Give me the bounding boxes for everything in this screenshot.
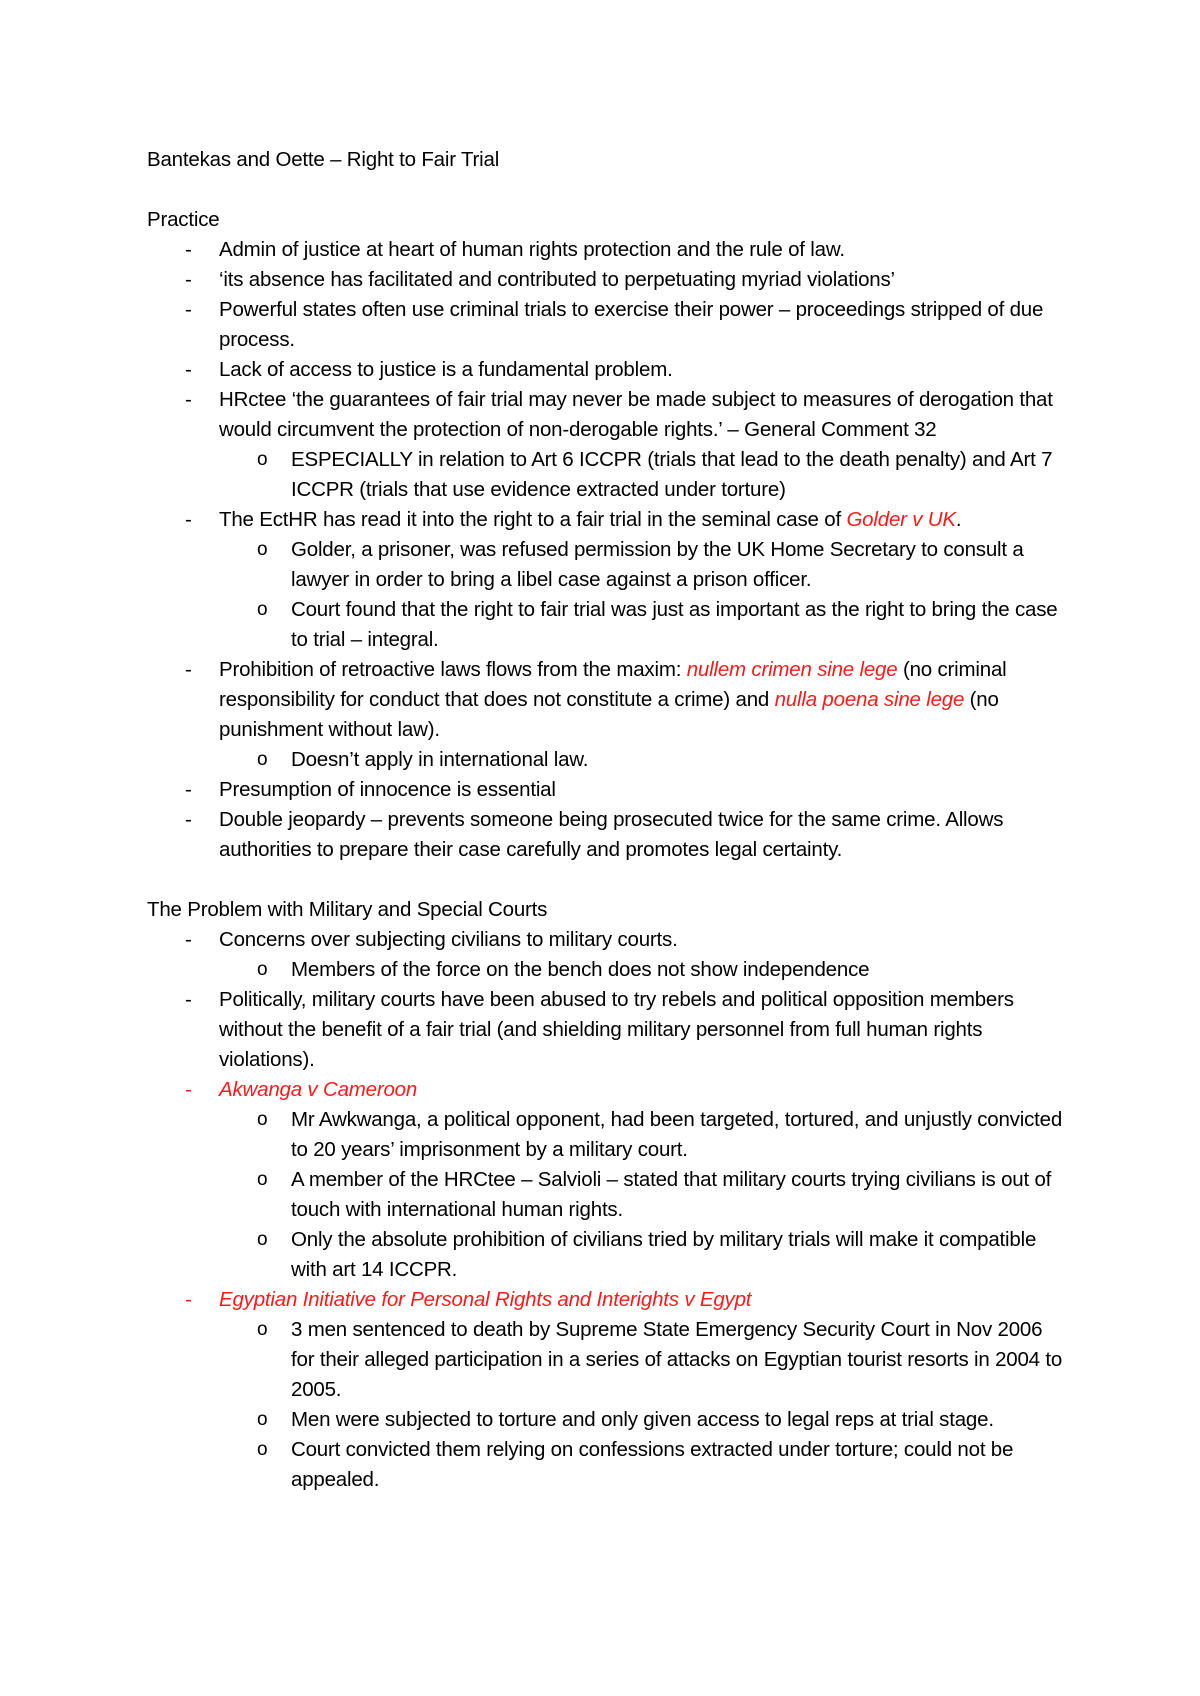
section	[147, 895, 1067, 1495]
item-text: Doesn’t apply in international law.	[291, 748, 589, 771]
sub-bullet-item	[147, 445, 1067, 505]
sub-bullet-item	[147, 535, 1067, 595]
dash-bullet-icon: -	[185, 358, 192, 381]
item-text: 3 men sentenced to death by Supreme State Emergency Security Court in Nov 2006 for their alleged participation in a series of attacks on Egyptian tourist resorts in 2004 to 2005.	[291, 1318, 1063, 1401]
item-text: Members of the force on the bench does not show independence	[291, 958, 870, 981]
item-text: Politically, military courts have been abused to try rebels and political opposition members without the benefit of a fair trial (and shielding military personnel from full human rights violations).	[219, 988, 1014, 1071]
circle-bullet-icon: o	[257, 959, 268, 980]
circle-bullet-icon: o	[257, 1229, 268, 1250]
item-text: Men were subjected to torture and only given access to legal reps at trial stage.	[291, 1408, 994, 1431]
dash-bullet-icon: -	[185, 298, 192, 321]
dash-bullet-icon: -	[185, 388, 192, 411]
item-text: Lack of access to justice is a fundamental problem.	[219, 358, 673, 381]
bullet-item	[147, 925, 1067, 955]
item-text: (no punishment without law).	[219, 688, 999, 741]
item-text: .	[955, 508, 962, 531]
section-heading: Practice	[147, 208, 220, 231]
item-text: ‘its absence has facilitated and contributed to perpetuating myriad violations’	[219, 268, 895, 291]
dash-bullet-icon: -	[185, 988, 192, 1011]
sub-bullet-item	[147, 1435, 1067, 1495]
bullet-item	[147, 355, 1067, 385]
sub-bullet-item	[147, 1225, 1067, 1285]
bullet-item	[147, 265, 1067, 295]
case-name: nulla poena sine lege	[774, 688, 965, 711]
sub-bullet-item	[147, 745, 1067, 775]
section-heading: The Problem with Military and Special Courts	[147, 898, 548, 921]
document-body	[147, 145, 1067, 1525]
item-text: Presumption of innocence is essential	[219, 778, 556, 801]
item-text: Court convicted them relying on confessions extracted under torture; could not be appealed.	[291, 1438, 1014, 1491]
item-text: Powerful states often use criminal trials to exercise their power – proceedings stripped of due process.	[219, 298, 1044, 351]
sub-bullet-item	[147, 595, 1067, 655]
case-name: Akwanga v Cameroon	[219, 1078, 418, 1101]
document-title: Bantekas and Oette – Right to Fair Trial	[147, 148, 500, 171]
case-name: nullem crimen sine lege	[686, 658, 898, 681]
circle-bullet-icon: o	[257, 1409, 268, 1430]
dash-bullet-icon: -	[185, 808, 192, 831]
item-text: The EctHR has read it into the right to a fair trial in the seminal case of	[219, 508, 847, 531]
sections-container	[147, 205, 1067, 1495]
bullet-item	[147, 655, 1067, 745]
sub-bullet-item	[147, 1405, 1067, 1435]
circle-bullet-icon: o	[257, 1169, 268, 1190]
dash-bullet-icon: -	[185, 238, 192, 261]
sub-bullet-item	[147, 955, 1067, 985]
item-text: A member of the HRCtee – Salvioli – stated that military courts trying civilians is out of touch with international human rights.	[291, 1168, 1052, 1221]
bullet-item	[147, 235, 1067, 265]
bullet-item	[147, 295, 1067, 355]
dash-bullet-icon: -	[185, 1078, 192, 1101]
circle-bullet-icon: o	[257, 539, 268, 560]
bullet-item	[147, 385, 1067, 445]
item-text: Only the absolute prohibition of civilians tried by military trials will make it compatible with art 14 ICCPR.	[291, 1228, 1037, 1281]
bullet-item	[147, 505, 1067, 535]
sub-bullet-item	[147, 1315, 1067, 1405]
bullet-item	[147, 775, 1067, 805]
bullet-item	[147, 805, 1067, 865]
circle-bullet-icon: o	[257, 1439, 268, 1460]
sub-bullet-item	[147, 1105, 1067, 1165]
item-text: Admin of justice at heart of human rights protection and the rule of law.	[219, 238, 845, 261]
item-text: Court found that the right to fair trial was just as important as the right to bring the case to trial – integral.	[291, 598, 1058, 651]
item-text: Concerns over subjecting civilians to military courts.	[219, 928, 678, 951]
circle-bullet-icon: o	[257, 1319, 268, 1340]
circle-bullet-icon: o	[257, 449, 268, 470]
item-text: Double jeopardy – prevents someone being prosecuted twice for the same crime. Allows authorities to prepare their case carefully and promotes legal certainty.	[219, 808, 1004, 861]
circle-bullet-icon: o	[257, 749, 268, 770]
case-name: Golder v UK	[846, 508, 956, 531]
dash-bullet-icon: -	[185, 928, 192, 951]
item-text: Prohibition of retroactive laws flows from the maxim:	[219, 658, 687, 681]
dash-bullet-icon: -	[185, 778, 192, 801]
section	[147, 205, 1067, 865]
circle-bullet-icon: o	[257, 1109, 268, 1130]
item-text: Mr Awkwanga, a political opponent, had been targeted, tortured, and unjustly convicted to 20 years’ imprisonment by a military court.	[291, 1108, 1063, 1161]
dash-bullet-icon: -	[185, 508, 192, 531]
dash-bullet-icon: -	[185, 658, 192, 681]
circle-bullet-icon: o	[257, 599, 268, 620]
item-text: Golder, a prisoner, was refused permission by the UK Home Secretary to consult a lawyer in order to bring a libel case against a prison officer.	[291, 538, 1024, 591]
sub-bullet-item	[147, 1165, 1067, 1225]
bullet-item	[147, 1285, 1067, 1315]
dash-bullet-icon: -	[185, 268, 192, 291]
bullet-item	[147, 985, 1067, 1075]
dash-bullet-icon: -	[185, 1288, 192, 1311]
case-name: Egyptian Initiative for Personal Rights and Interights v Egypt	[219, 1288, 752, 1311]
bullet-item	[147, 1075, 1067, 1105]
item-text: ESPECIALLY in relation to Art 6 ICCPR (trials that lead to the death penalty) and Art 7 ICCPR (trials that use evidence extracted under torture)	[291, 448, 1053, 501]
item-text: HRctee ‘the guarantees of fair trial may never be made subject to measures of derogation that would circumvent the protection of non-derogable rights.’ – General Comment 32	[219, 388, 1053, 441]
item-text: (no criminal responsibility for conduct that does not constitute a crime) and	[219, 658, 1007, 711]
